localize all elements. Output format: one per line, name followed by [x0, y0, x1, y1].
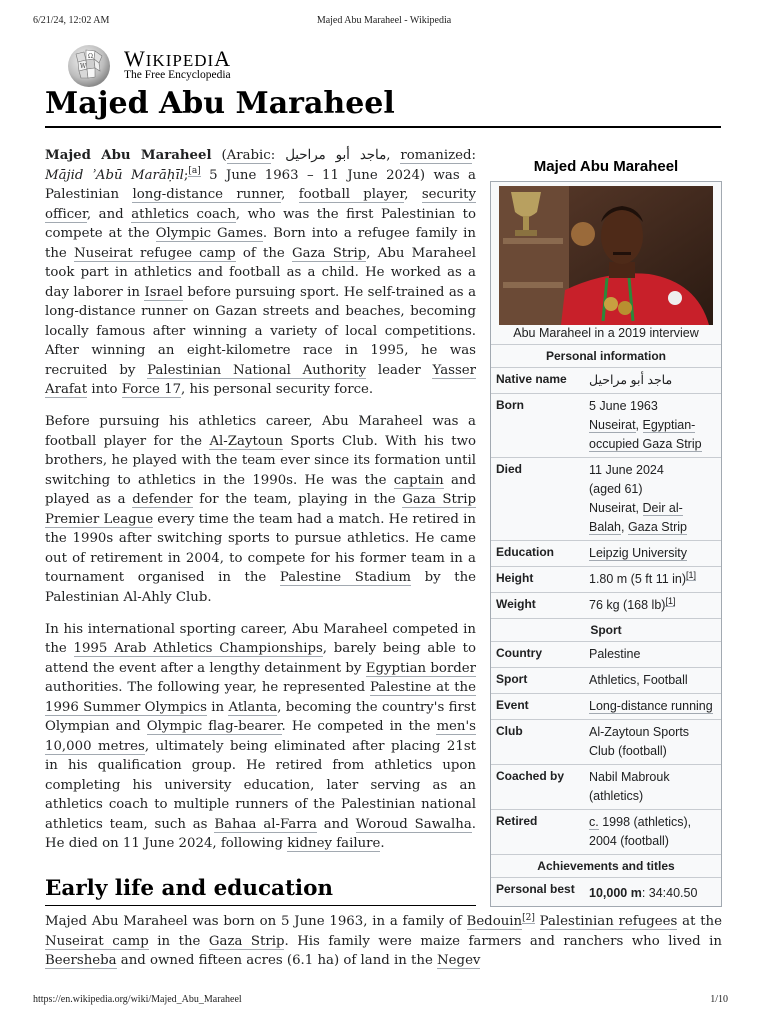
link-olympic-games[interactable]: Olympic Games [155, 226, 263, 241]
link-palestinian-national-authority[interactable]: Palestinian National Authority [147, 362, 367, 378]
link-athletics-coach[interactable]: athletics coach [131, 206, 236, 222]
link-1995-arab-championships[interactable]: 1995 Arab Athletics Championships [73, 641, 323, 656]
infobox-row-died: Died 11 June 2024 (aged 61) Nuseirat, Deir al-Balah, Gaza Strip [491, 457, 721, 540]
lead-paragraph-3: In his international sporting career, Abu Maraheel competed in the 1995 Arab Athletics Championships, barely being able to attend the event after a lengthy detainment by Egyptian border authorities. The following year, he represented Palestine at the 1996 Summer Olympics in Atlanta, becoming the country's first Olympian and Olympic flag-bearer. He competed in the men's 10,000 metres, ultimately being eliminated after placing 21st in his qualification group. He retired from athletics upon completing his university education, later serving as an athletics coach to multiple runners of the Palestinian national athletics team, such as Bahaa al-Farra and Woroud Sawalha. He died on 11 June 2024, following kidney failure. [45, 621, 477, 851]
lead-paragraph-1: Majed Abu Maraheel (Arabic: ماجد أبو مراحيل, romanized: Mājid ʾAbū Marāḥīl;[a] 5 June 1963 – 11 June 2024) was a Palestinian long-distance runner, football player, security officer, and athletics coach, who was the first Palestinian to compete at the Olympic Games. Born into a refugee family in the Nuseirat refugee camp of the Gaza Strip, Abu Maraheel took part in athletics and football as a child. He worked as a day laborer in Israel before pursuing sport. He self-trained as a long-distance runner on Gazan streets and beaches, becoming locally famous after winning a variety of local competitions. After winning an eight-kilometre race in 1995, he was recruited by Palestinian National Authority leader Yasser Arafat into Force 17, his personal security force. [45, 148, 477, 397]
link-egyptian-occupied-gaza[interactable]: Egyptian-occupied Gaza Strip [589, 418, 702, 451]
infobox-photo[interactable] [499, 186, 713, 325]
infobox-row-personal-best: Personal best 10,000 m: 34:40.50 [491, 877, 721, 906]
wikipedia-wordmark: WIKIPEDIA [124, 46, 232, 71]
link-olympic-flag-bearer[interactable]: Olympic flag-bearer [146, 719, 282, 734]
wikipedia-logo[interactable] [64, 42, 324, 88]
wikipedia-tagline: The Free Encyclopedia [124, 69, 231, 81]
link-long-distance-running[interactable]: Long-distance running [589, 699, 713, 713]
print-url: https://en.wikipedia.org/wiki/Majed_Abu_Maraheel [33, 994, 242, 1005]
svg-text:Ω: Ω [88, 53, 93, 60]
link-palestinian-refugees[interactable]: Palestinian refugees [539, 914, 678, 929]
portrait-image [499, 186, 713, 325]
page-title: Majed Abu Maraheel [45, 84, 721, 128]
infobox-header-sport: Sport [491, 618, 721, 641]
weight-ref-link[interactable]: [1] [665, 595, 676, 606]
link-yasser-arafat[interactable]: Yasser Arafat [45, 362, 477, 397]
link-beersheba[interactable]: Beersheba [45, 953, 117, 968]
link-atlanta[interactable]: Atlanta [228, 699, 278, 715]
link-arabic[interactable]: Arabic [226, 148, 271, 163]
infobox-row-sport: Sport Athletics, Football [491, 667, 721, 693]
lead-paragraph-2: Before pursuing his athletics career, Abu Maraheel was a football player for the Al-Zaytoun Sports Club. With his two brothers, he played with the team ever since its formation until switching to athletics in the 1990s. He was the captain and played as a defender for the team, playing in the Gaza Strip Premier League every time the team had a match. He retired in the 1990s after switching sports to pursue athletics. He came out of retirement in 2004, to compete for his former team in a tournament organised in the Palestine Stadium by the Palestinian Al-Ahly Club. [45, 414, 477, 605]
link-nuseirat-refugee-camp[interactable]: Nuseirat refugee camp [74, 245, 236, 261]
infobox-row-born: Born 5 June 1963 Nuseirat, Egyptian-occupied Gaza Strip [491, 393, 721, 457]
link-bahaa-al-farra[interactable]: Bahaa al-Farra [214, 816, 317, 832]
link-mens-10000-metres[interactable]: men's 10,000 metres [45, 719, 476, 754]
print-page-counter: 1/10 [710, 994, 728, 1005]
link-football-player[interactable]: football player [298, 187, 405, 202]
infobox-row-country: Country Palestine [491, 641, 721, 667]
infobox-caption: Abu Maraheel in a 2019 interview [513, 326, 699, 340]
link-security-officer[interactable]: security officer [45, 187, 476, 222]
link-deir-al-balah[interactable]: Deir al-Balah [589, 501, 683, 534]
link-al-zaytoun[interactable]: Al-Zaytoun [209, 433, 283, 449]
link-kidney-failure[interactable]: kidney failure [287, 836, 381, 851]
link-gaza-strip[interactable]: Gaza Strip [292, 245, 367, 261]
circa-abbr[interactable]: c. [589, 815, 599, 829]
infobox-frame [490, 181, 722, 907]
link-died-gaza-strip[interactable]: Gaza Strip [627, 520, 687, 534]
link-long-distance-runner[interactable]: long-distance runner [132, 187, 282, 202]
infobox-row-retired: Retired c. 1998 (athletics), 2004 (football) [491, 809, 721, 854]
link-israel[interactable]: Israel [144, 284, 183, 300]
note-a-link[interactable]: [a] [188, 166, 201, 177]
print-datetime: 6/21/24, 12:02 AM [33, 15, 110, 26]
link-nuseirat-camp[interactable]: Nuseirat camp [45, 933, 149, 949]
infobox-row-height: Height 1.80 m (5 ft 11 in)[1] [491, 566, 721, 592]
wikipedia-globe-icon [64, 42, 114, 88]
link-captain[interactable]: captain [393, 472, 444, 488]
infobox-header-achievements: Achievements and titles [491, 854, 721, 877]
infobox-row-coached-by: Coached by Nabil Mabrouk (athletics) [491, 764, 721, 809]
note-2-link[interactable]: [2] [522, 912, 535, 923]
print-header [0, 15, 768, 29]
romanized-name: Mājid ʾAbū Marāḥīl [45, 167, 184, 183]
link-defender[interactable]: defender [132, 492, 193, 507]
infobox-title: Majed Abu Maraheel [533, 158, 679, 175]
link-woroud-sawalha[interactable]: Woroud Sawalha [355, 816, 472, 832]
infobox [490, 154, 722, 907]
early-life-paragraph: Majed Abu Maraheel was born on 5 June 1963, in a family of Bedouin[2] Palestinian refugees at the Nuseirat camp in the Gaza Strip. His family were maize farmers and ranchers who lived in Beersheba and owned fifteen acres (6.1 ha) of land in the Negev [45, 912, 722, 968]
infobox-header-personal: Personal information [491, 344, 721, 367]
infobox-row-weight: Weight 76 kg (168 lb)[1] [491, 592, 721, 618]
link-gaza-strip-2[interactable]: Gaza Strip [208, 933, 285, 949]
link-born-nuseirat[interactable]: Nuseirat [589, 418, 636, 432]
svg-text:W: W [80, 63, 87, 70]
link-negev[interactable]: Negev [437, 953, 481, 968]
infobox-row-education: Education Leipzig University [491, 540, 721, 566]
link-palestine-stadium[interactable]: Palestine Stadium [279, 570, 412, 585]
height-ref-link[interactable]: [1] [686, 569, 697, 580]
link-palestine-1996-olympics[interactable]: Palestine at the 1996 Summer Olympics [45, 680, 476, 715]
link-romanized[interactable]: romanized [400, 148, 472, 163]
infobox-row-club: Club Al-Zaytoun Sports Club (football) [491, 719, 721, 764]
link-leipzig-university[interactable]: Leipzig University [589, 546, 687, 560]
link-force-17[interactable]: Force 17 [121, 382, 182, 397]
article-subject: Majed Abu Maraheel [45, 148, 212, 163]
infobox-row-native-name: Native name ماجد أبو مراحيل [491, 367, 721, 393]
link-gaza-strip-premier-league[interactable]: Gaza Strip Premier League [45, 492, 476, 527]
print-footer [0, 994, 768, 1008]
section-heading-early-life: Early life and education [45, 873, 476, 906]
article-lead [45, 146, 476, 866]
link-bedouin[interactable]: Bedouin [466, 914, 523, 929]
link-egyptian-border[interactable]: Egyptian border [365, 660, 476, 676]
print-tab-title: Majed Abu Maraheel - Wikipedia [316, 15, 452, 26]
infobox-row-event: Event Long-distance running [491, 693, 721, 719]
